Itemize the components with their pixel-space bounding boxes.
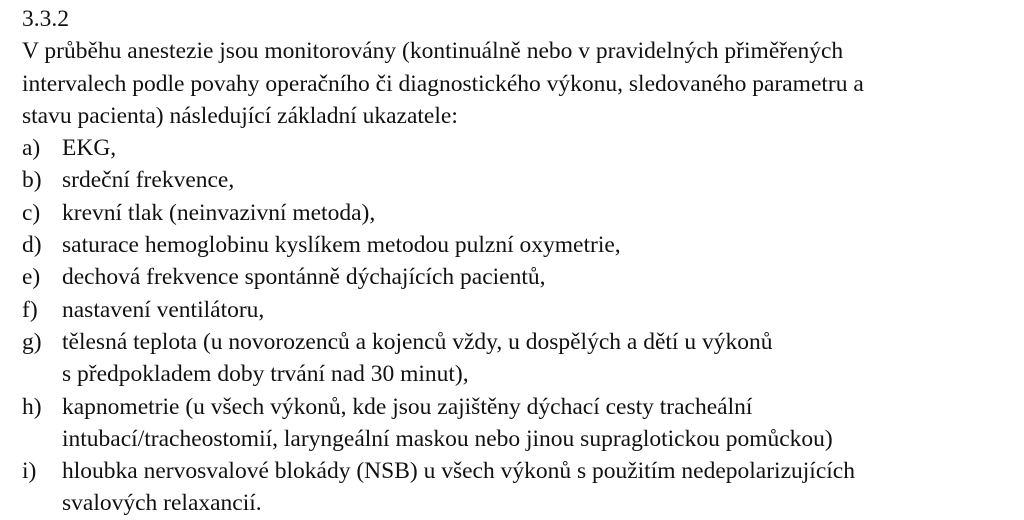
list-item-e: [22, 261, 1012, 293]
list-item-text: [62, 164, 1012, 196]
list-item-line: kapnometrie (u všech výkonů, kde jsou zajištěny dýchací cesty tracheální: [62, 393, 753, 420]
list-marker: i): [22, 458, 37, 485]
list-item-line: svalových relaxancií.: [62, 490, 262, 517]
list-item-a: [22, 132, 1012, 164]
list-marker: f): [22, 296, 38, 323]
list-marker: b): [22, 167, 42, 194]
list-item-g: [22, 326, 1012, 391]
list-item-text: [62, 455, 1012, 520]
list-item-text: [62, 229, 1012, 261]
list-item-line: srdeční frekvence,: [62, 167, 235, 194]
list-item-d: [22, 229, 1012, 261]
document-text: [22, 3, 1012, 520]
list-item-text: [62, 326, 1012, 391]
intro-line: V průběhu anestezie jsou monitorovány (kontinuálně nebo v pravidelných přiměřených: [22, 38, 844, 65]
list-item-line: tělesná teplota (u novorozenců a kojenců vždy, u dospělých a dětí u výkonů: [62, 328, 773, 355]
list-marker: a): [22, 135, 41, 162]
list-item-c: [22, 197, 1012, 229]
list-item-b: [22, 164, 1012, 196]
list-marker: e): [22, 264, 41, 291]
list-item-h: [22, 391, 1012, 456]
list-marker: h): [22, 393, 42, 420]
section-number: 3.3.2: [22, 6, 69, 32]
list-item-line: hloubka nervosvalové blokády (NSB) u všech výkonů s použitím nedepolarizujících: [62, 458, 855, 485]
list-item-f: [22, 294, 1012, 326]
intro-paragraph: [22, 35, 1012, 132]
list-item-line: krevní tlak (neinvazivní metoda),: [62, 199, 376, 226]
list-item-line: nastavení ventilátoru,: [62, 296, 265, 323]
list-item-text: [62, 391, 1012, 456]
intro-line: intervalech podle povahy operačního či diagnostického výkonu, sledovaného parametru a: [22, 70, 864, 97]
list-item-line: dechová frekvence spontánně dýchajících pacientů,: [62, 264, 546, 291]
list-item-text: [62, 197, 1012, 229]
list-item-line: EKG,: [62, 135, 117, 162]
list-item-line: s předpokladem doby trvání nad 30 minut),: [62, 361, 469, 388]
indicator-list: [22, 132, 1012, 520]
list-item-text: [62, 132, 1012, 164]
intro-line: stavu pacienta) následující základní ukazatele:: [22, 102, 458, 129]
list-item-text: [62, 261, 1012, 293]
list-item-line: intubací/tracheostomií, laryngeální maskou nebo jinou supraglotickou pomůckou): [62, 425, 833, 452]
list-item-line: saturace hemoglobinu kyslíkem metodou pulzní oxymetrie,: [62, 232, 621, 259]
list-item-text: [62, 294, 1012, 326]
list-marker: d): [22, 232, 42, 259]
list-marker: c): [22, 199, 41, 226]
list-item-i: [22, 455, 1012, 520]
list-marker: g): [22, 328, 42, 355]
